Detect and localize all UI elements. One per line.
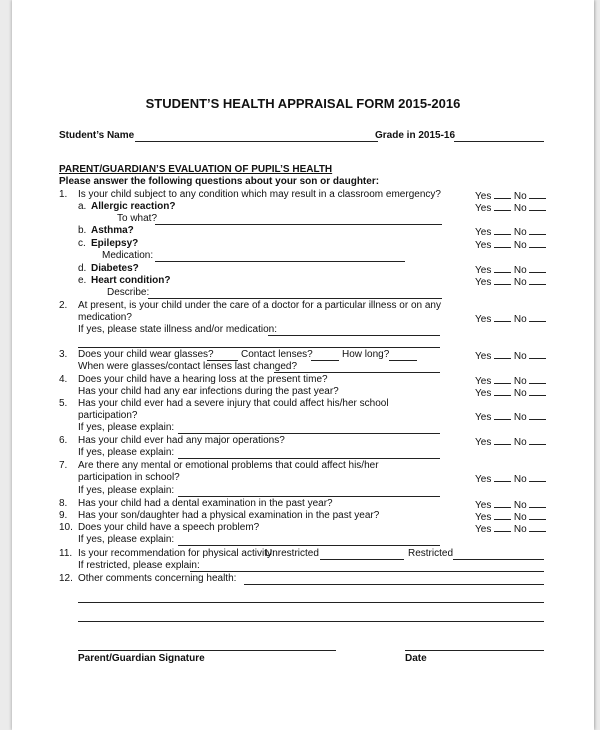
no-label: No bbox=[513, 277, 527, 288]
yes-label: Yes bbox=[475, 240, 492, 251]
q1d-letter: d. bbox=[78, 263, 87, 274]
q1-text: Is your child subject to any condition which may result in a classroom emergency? bbox=[78, 189, 441, 200]
no-label: No bbox=[513, 437, 527, 448]
q11-text-line2: If restricted, please explain: bbox=[78, 560, 200, 571]
yes-label: Yes bbox=[475, 512, 492, 523]
q2-number: 2. bbox=[59, 300, 68, 311]
q2-yes-no[interactable] bbox=[475, 312, 546, 326]
yes-label: Yes bbox=[475, 314, 492, 325]
q1e-describe: Describe: bbox=[107, 287, 150, 298]
no-blank[interactable] bbox=[529, 472, 546, 482]
q1b-yes-no[interactable] bbox=[475, 225, 546, 239]
signature-label: Parent/Guardian Signature bbox=[78, 653, 205, 664]
yes-label: Yes bbox=[475, 500, 492, 511]
form-page bbox=[12, 0, 594, 730]
yes-label: Yes bbox=[475, 277, 492, 288]
yes-label: Yes bbox=[475, 376, 492, 387]
yes-label: Yes bbox=[475, 351, 492, 362]
no-blank[interactable] bbox=[529, 263, 546, 273]
q1c-medication: Medication: bbox=[102, 250, 154, 261]
yes-blank[interactable] bbox=[494, 386, 511, 396]
q4-text: Does your child have a hearing loss at the present time? bbox=[78, 374, 328, 385]
q1a-text: Allergic reaction? bbox=[91, 201, 176, 212]
yes-blank[interactable] bbox=[494, 263, 511, 273]
no-label: No bbox=[513, 227, 527, 238]
q3-how-long-field[interactable] bbox=[389, 360, 417, 361]
q1e-yes-no[interactable] bbox=[475, 275, 546, 289]
no-blank[interactable] bbox=[529, 510, 546, 520]
no-blank[interactable] bbox=[529, 275, 546, 285]
q9-number: 9. bbox=[59, 510, 68, 521]
q10-yes-no[interactable] bbox=[475, 522, 546, 536]
q1-number: 1. bbox=[59, 189, 68, 200]
q7-number: 7. bbox=[59, 460, 68, 471]
no-blank[interactable] bbox=[529, 386, 546, 396]
yes-blank[interactable] bbox=[494, 349, 511, 359]
no-label: No bbox=[513, 412, 527, 423]
no-label: No bbox=[513, 265, 527, 276]
q3-yes-no[interactable] bbox=[475, 349, 546, 363]
q1c-yes-no[interactable] bbox=[475, 238, 546, 252]
q2-field-1[interactable] bbox=[268, 335, 440, 336]
q3-contacts-field[interactable] bbox=[311, 360, 339, 361]
yes-label: Yes bbox=[475, 412, 492, 423]
no-label: No bbox=[513, 512, 527, 523]
no-blank[interactable] bbox=[529, 374, 546, 384]
q5-text-line1: Has your child ever had a severe injury that could affect his/her school bbox=[78, 398, 389, 409]
no-label: No bbox=[513, 388, 527, 399]
q5-explain-field[interactable] bbox=[178, 433, 440, 434]
no-label: No bbox=[513, 314, 527, 325]
signature-field[interactable] bbox=[78, 650, 336, 651]
q2-text-line1: At present, is your child under the care of a doctor for a particular illness or on any bbox=[78, 300, 441, 311]
q12-field-3[interactable] bbox=[78, 621, 544, 622]
q1c-medication-field[interactable] bbox=[155, 261, 405, 262]
no-label: No bbox=[513, 474, 527, 485]
q11-text: Is your recommendation for physical activity: bbox=[78, 548, 275, 559]
yes-label: Yes bbox=[475, 203, 492, 214]
q3-glasses: Does your child wear glasses? bbox=[78, 349, 214, 360]
no-label: No bbox=[513, 500, 527, 511]
q10-explain: If yes, please explain: bbox=[78, 534, 175, 545]
q11-unrestricted: Unrestricted bbox=[265, 548, 319, 559]
yes-label: Yes bbox=[475, 265, 492, 276]
no-blank[interactable] bbox=[529, 238, 546, 248]
q2-field-2[interactable] bbox=[78, 347, 440, 348]
q11-number: 11. bbox=[59, 548, 73, 559]
q8-number: 8. bbox=[59, 498, 68, 509]
section-heading: PARENT/GUARDIAN’S EVALUATION OF PUPIL’S HEALTH bbox=[59, 164, 333, 175]
q5-explain: If yes, please explain: bbox=[78, 422, 175, 433]
date-field[interactable] bbox=[405, 650, 544, 651]
q6-text: Has your child ever had any major operations? bbox=[78, 435, 285, 446]
no-label: No bbox=[513, 524, 527, 535]
q11-explain-field[interactable] bbox=[190, 571, 544, 572]
q10-explain-field[interactable] bbox=[178, 545, 440, 546]
grade-field[interactable] bbox=[454, 141, 544, 142]
no-blank[interactable] bbox=[529, 349, 546, 359]
q11-restricted: Restricted bbox=[408, 548, 454, 559]
yes-blank[interactable] bbox=[494, 189, 511, 199]
q2-text-line2: medication? bbox=[78, 312, 132, 323]
q7-text-line2: participation in school? bbox=[78, 472, 180, 483]
q1a-yes-no[interactable] bbox=[475, 201, 546, 215]
yes-label: Yes bbox=[475, 437, 492, 448]
q12-field-2[interactable] bbox=[78, 602, 544, 603]
q7-explain-field[interactable] bbox=[178, 496, 440, 497]
q12-field-1[interactable] bbox=[244, 584, 544, 585]
q1c-letter: c. bbox=[78, 238, 86, 249]
q3-contacts: Contact lenses? bbox=[241, 349, 313, 360]
q1c-text: Epilepsy? bbox=[91, 238, 139, 249]
yes-label: Yes bbox=[475, 191, 492, 202]
q3-how-long: How long? bbox=[342, 349, 390, 360]
yes-label: Yes bbox=[475, 524, 492, 535]
no-blank[interactable] bbox=[529, 435, 546, 445]
no-blank[interactable] bbox=[529, 410, 546, 420]
q12-text: Other comments concerning health: bbox=[78, 573, 237, 584]
q11-restricted-field[interactable] bbox=[453, 559, 544, 560]
no-blank[interactable] bbox=[529, 225, 546, 235]
student-name-field[interactable] bbox=[135, 141, 378, 142]
q7-text-line1: Are there any mental or emotional problems that could affect his/her bbox=[78, 460, 379, 471]
q7-yes-no[interactable] bbox=[475, 472, 546, 486]
yes-blank[interactable] bbox=[494, 374, 511, 384]
no-blank[interactable] bbox=[529, 189, 546, 199]
no-blank[interactable] bbox=[529, 312, 546, 322]
no-label: No bbox=[513, 351, 527, 362]
date-label: Date bbox=[405, 653, 427, 664]
q10-text: Does your child have a speech problem? bbox=[78, 522, 260, 533]
q1a-to-what-field[interactable] bbox=[155, 224, 442, 225]
yes-blank[interactable] bbox=[494, 472, 511, 482]
yes-label: Yes bbox=[475, 474, 492, 485]
q1a-letter: a. bbox=[78, 201, 87, 212]
no-label: No bbox=[513, 376, 527, 387]
q7-explain: If yes, please explain: bbox=[78, 485, 175, 496]
form-title: STUDENT’S HEALTH APPRAISAL FORM 2015-2016 bbox=[145, 96, 461, 111]
q5-yes-no[interactable] bbox=[475, 410, 546, 424]
yes-blank[interactable] bbox=[494, 238, 511, 248]
q1e-text: Heart condition? bbox=[91, 275, 171, 286]
grade-label: Grade in 2015-16 bbox=[375, 130, 456, 141]
q1e-describe-field[interactable] bbox=[148, 298, 442, 299]
q12-number: 12. bbox=[59, 573, 73, 584]
q1b-text: Asthma? bbox=[91, 225, 134, 236]
yes-blank[interactable] bbox=[494, 510, 511, 520]
yes-label: Yes bbox=[475, 227, 492, 238]
q6-explain-field[interactable] bbox=[178, 458, 440, 459]
q5-text-line2: participation? bbox=[78, 410, 138, 421]
q5-number: 5. bbox=[59, 398, 68, 409]
q1e-letter: e. bbox=[78, 275, 87, 286]
instructions: Please answer the following questions about your son or daughter: bbox=[59, 176, 380, 187]
q8-text: Has your child had a dental examination in the past year? bbox=[78, 498, 333, 509]
no-label: No bbox=[513, 203, 527, 214]
no-blank[interactable] bbox=[529, 522, 546, 532]
yes-blank[interactable] bbox=[494, 201, 511, 211]
q4-number: 4. bbox=[59, 374, 68, 385]
q4-text-line2: Has your child had any ear infections during the past year? bbox=[78, 386, 339, 397]
q6-yes-no[interactable] bbox=[475, 435, 546, 449]
no-label: No bbox=[513, 240, 527, 251]
yes-blank[interactable] bbox=[494, 522, 511, 532]
no-blank[interactable] bbox=[529, 498, 546, 508]
student-name-label: Student’s Name bbox=[59, 130, 135, 141]
q3-text-line2: When were glasses/contact lenses last changed? bbox=[78, 361, 298, 372]
q3-number: 3. bbox=[59, 349, 68, 360]
q2-text-line3: If yes, please state illness and/or medication: bbox=[78, 324, 277, 335]
q11-unrestricted-field[interactable] bbox=[320, 559, 404, 560]
q6-explain: If yes, please explain: bbox=[78, 447, 175, 458]
yes-blank[interactable] bbox=[494, 275, 511, 285]
yes-blank[interactable] bbox=[494, 435, 511, 445]
q10-number: 10. bbox=[59, 522, 73, 533]
q6-number: 6. bbox=[59, 435, 68, 446]
yes-blank[interactable] bbox=[494, 498, 511, 508]
q3-lenses-field[interactable] bbox=[274, 372, 440, 373]
q1d-text: Diabetes? bbox=[91, 263, 139, 274]
yes-blank[interactable] bbox=[494, 410, 511, 420]
yes-label: Yes bbox=[475, 388, 492, 399]
yes-blank[interactable] bbox=[494, 312, 511, 322]
q4b-yes-no[interactable] bbox=[475, 386, 546, 400]
no-blank[interactable] bbox=[529, 201, 546, 211]
q9-text: Has your son/daughter had a physical examination in the past year? bbox=[78, 510, 380, 521]
yes-blank[interactable] bbox=[494, 225, 511, 235]
q1a-to-what: To what? bbox=[117, 213, 158, 224]
q1b-letter: b. bbox=[78, 225, 87, 236]
no-label: No bbox=[513, 191, 527, 202]
